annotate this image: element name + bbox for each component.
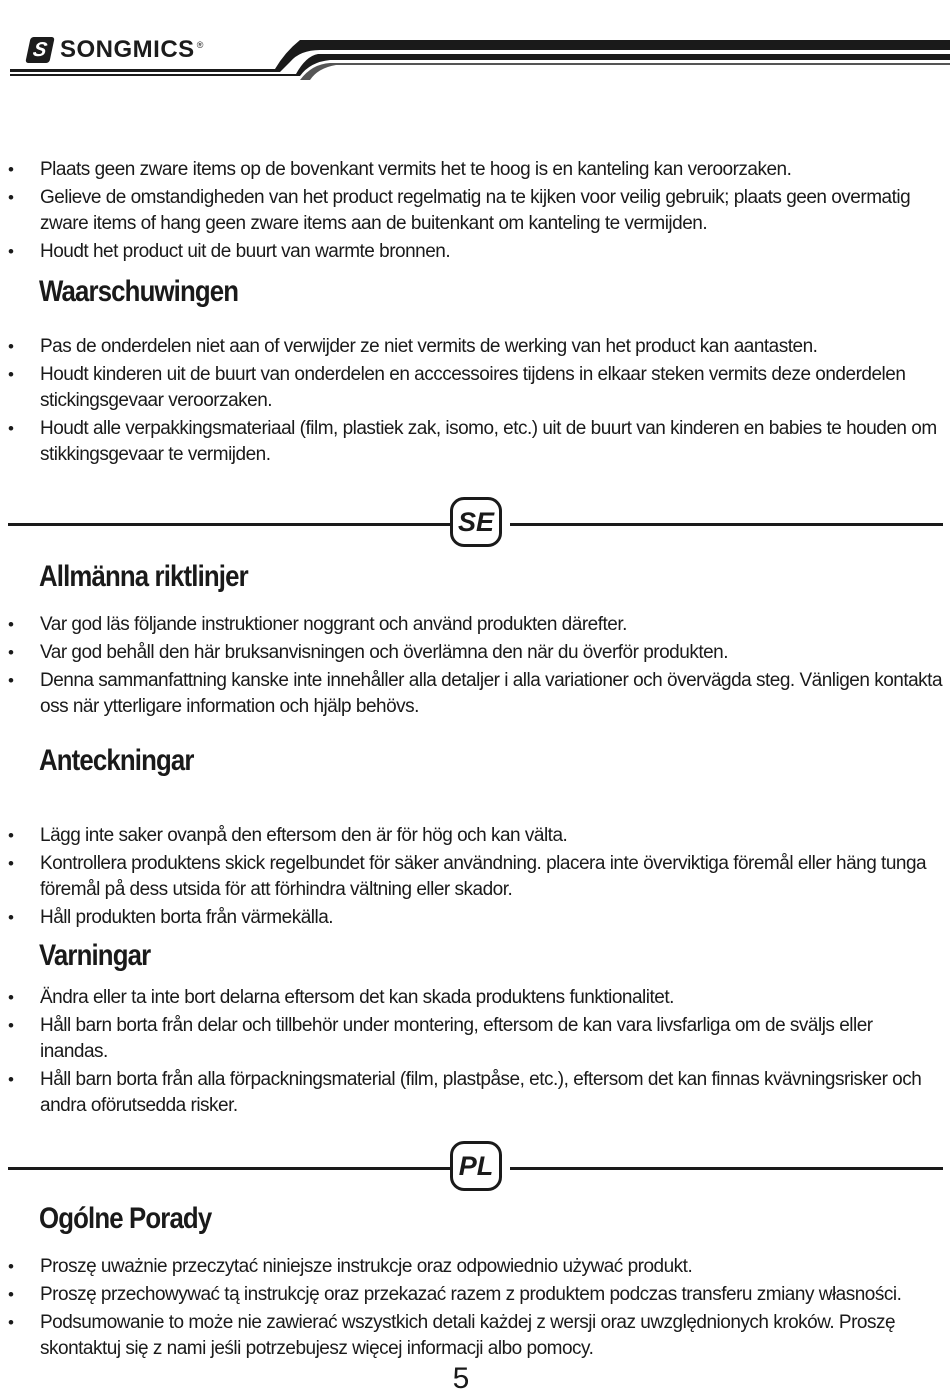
list-item: • Var god läs följande instruktioner noggrant och använd produkten därefter.: [8, 612, 943, 638]
section-heading-se-warnings: Varningar: [39, 939, 151, 972]
list-item: • Kontrollera produktens skick regelbundet för säker användning. placera inte överviktiga föremål eller häng tunga föremål på dess utsida för att förhindra vältning eller skador.: [8, 851, 943, 903]
list-item: • Håll barn borta från delar och tillbehör under montering, eftersom de kan vara livsfarliga om de sväljs eller inandas.: [8, 1013, 943, 1065]
list-item: • Håll barn borta från alla förpackningsmaterial (film, plastpåse, etc.), eftersom det kan finnas kvävningsrisker och andra oförutsedda risker.: [8, 1067, 943, 1119]
se-warnings-list: [8, 985, 943, 1121]
list-item: • Houdt het product uit de buurt van warmte bronnen.: [8, 239, 943, 265]
list-item: • Houdt kinderen uit de buurt van onderdelen en acccessoires tijdens in elkaar steken vermits deze onderdelen stickingsgevaar veroorzaken.: [8, 362, 943, 414]
list-item: • Pas de onderdelen niet aan of verwijder ze niet vermits de werking van het product kan aantasten.: [8, 334, 943, 360]
nl-bullet-list: [8, 157, 943, 267]
section-heading-se-notes: Anteckningar: [39, 744, 194, 777]
list-item: • Plaats geen zware items op de bovenkant vermits het te hoog is en kanteling kan veroorzaken.: [8, 157, 943, 183]
language-badge: PL: [450, 1141, 502, 1191]
se-notes-list: [8, 823, 943, 933]
language-separator-pl: [8, 1141, 943, 1197]
list-item: • Lägg inte saker ovanpå den eftersom den är för hög och kan välta.: [8, 823, 943, 849]
list-item: • Gelieve de omstandigheden van het product regelmatig na te kijken voor veilig gebruik; plaats geen overmatig zware items of hang geen zware items aan de buitenkant om kanteling te vermijden.: [8, 185, 943, 237]
brand-name: SONGMICS: [60, 36, 195, 63]
logo-mark-icon: [25, 37, 55, 63]
section-heading-nl-warnings: Waarschuwingen: [39, 275, 239, 308]
language-separator-se: [8, 497, 943, 553]
list-item: • Proszę uważnie przeczytać niniejsze instrukcje oraz odpowiednio używać produkt.: [8, 1254, 943, 1280]
page-header: [0, 0, 950, 90]
separator-line: [510, 1167, 943, 1170]
list-item: • Denna sammanfattning kanske inte innehåller alla detaljer i alla variationer och övervägda steg. Vänligen kontakta oss när ytterligare information och hjälp behövs.: [8, 668, 943, 720]
list-item: • Podsumowanie to może nie zawierać wszystkich detali każdej z wersji oraz uwzględnionych kroków. Proszę skontaktuj się z nami jeśli potrzebujesz więcej informacji albo pomocy.: [8, 1310, 943, 1362]
list-item: • Proszę przechowywać tą instrukcję oraz przekazać razem z produktem podczas transferu zmiany własności.: [8, 1282, 943, 1308]
list-item: • Var god behåll den här bruksanvisningen och överlämna den när du överför produkten.: [8, 640, 943, 666]
list-item: • Håll produkten borta från värmekälla.: [8, 905, 943, 931]
section-heading-pl-general: Ogólne Porady: [39, 1202, 212, 1235]
nl-warnings-list: [8, 334, 943, 470]
list-item: • Houdt alle verpakkingsmateriaal (film, plastiek zak, isomo, etc.) uit de buurt van kinderen en babies te houden om stikkingsgevaar te vermijden.: [8, 416, 943, 468]
separator-line: [8, 523, 450, 526]
logo-mark-letter: S: [31, 38, 50, 61]
separator-line: [8, 1167, 450, 1170]
se-general-list: [8, 612, 943, 722]
language-badge: SE: [450, 497, 502, 547]
list-item: • Ändra eller ta inte bort delarna eftersom det kan skada produktens funktionalitet.: [8, 985, 943, 1011]
page-number: 5: [452, 1362, 470, 1395]
registered-mark: ®: [196, 40, 204, 50]
section-heading-se-general: Allmänna riktlinjer: [39, 560, 248, 593]
separator-line: [510, 523, 943, 526]
pl-general-list: [8, 1254, 943, 1364]
brand-logo: [28, 36, 203, 64]
